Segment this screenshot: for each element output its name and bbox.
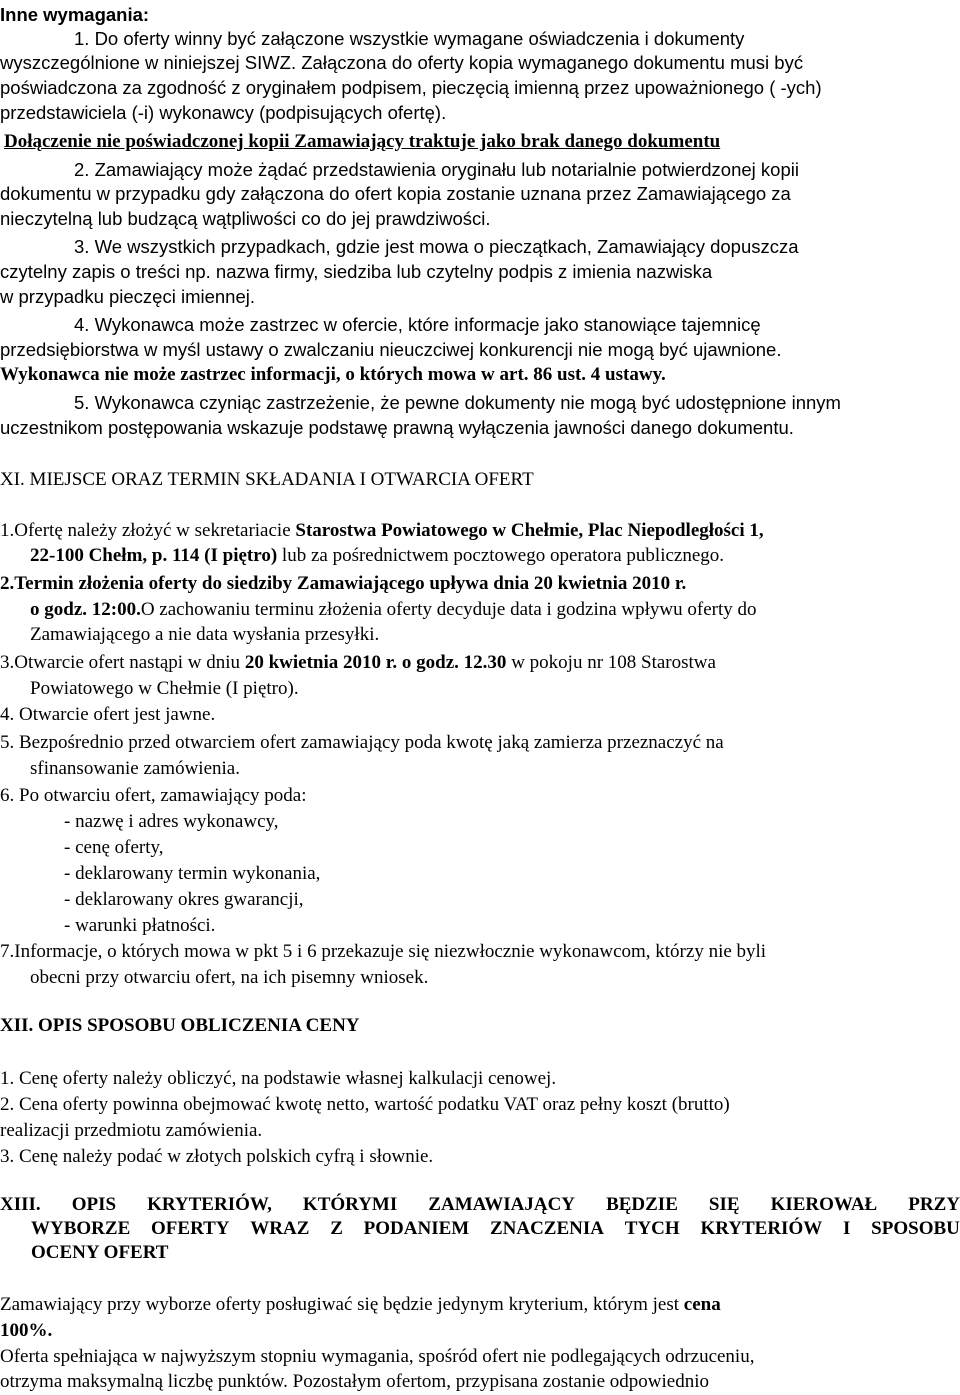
paragraph-line: czytelny zapis o treści np. nazwa firmy, siedziba lub czytelny podpis z imienia nazwiska xyxy=(0,261,713,282)
xi-item-4: 4. Otwarcie ofert jest jawne. xyxy=(0,704,216,725)
paragraph-line: poświadczona za zgodność z oryginałem podpisem, pieczęcią imienną przez upoważnionego ( -ych) xyxy=(0,77,822,98)
xi-item-7-line-1: 7.Informacje, o których mowa w pkt 5 i 6 przekazuje się niezwłocznie wykonawcom, którzy nie byli xyxy=(0,941,767,962)
paragraph-line: w przypadku pieczęci imiennej. xyxy=(0,286,256,307)
section-heading-xii: XII. OPIS SPOSOBU OBLICZENIA CENY xyxy=(0,1015,360,1036)
xi-item-2-line-1: 2.Termin złożenia oferty do siedziby Zamawiającego upływa dnia 20 kwietnia 2010 r. xyxy=(0,573,687,594)
paragraph-line: przedsiębiorstwa w myśl ustawy o zwalczaniu nieuczciwej konkurencji nie mogą być ujawnione. xyxy=(0,339,782,360)
list-item: - nazwę i adres wykonawcy, xyxy=(64,811,279,832)
xii-item-2-line-1: 2. Cena oferty powinna obejmować kwotę netto, wartość podatku VAT oraz pełny koszt (brutto) xyxy=(0,1094,730,1115)
paragraph-line: dokumentu w przypadku gdy załączona do ofert kopia zostanie uznana przez Zamawiającego za xyxy=(0,183,791,204)
list-item: - warunki płatności. xyxy=(64,915,216,936)
xi-item-1-line-2: 22-100 Chełm, p. 114 (I piętro) lub za pośrednictwem pocztowego operatora publicznego. xyxy=(30,545,725,566)
xii-item-1: 1. Cenę oferty należy obliczyć, na podstawie własnej kalkulacji cenowej. xyxy=(0,1068,557,1089)
paragraph-line: przedstawiciela (-i) wykonawcy (podpisujących ofertę). xyxy=(0,102,447,123)
xiii-paragraph-2-line-2: otrzyma maksymalną liczbę punktów. Pozostałym ofertom, przypisana zostanie odpowiednio xyxy=(0,1371,709,1392)
paragraph-line: 5. Wykonawca czyniąc zastrzeżenie, że pewne dokumenty nie mogą być udostępnione innym xyxy=(74,392,841,413)
xi-item-7-line-2: obecni przy otwarciu ofert, na ich pisemny wniosek. xyxy=(30,967,429,988)
xii-item-3: 3. Cenę należy podać w złotych polskich cyfrą i słownie. xyxy=(0,1146,434,1167)
xi-item-5-line-2: sfinansowanie zamówienia. xyxy=(30,758,240,779)
paragraph-line: 1. Do oferty winny być załączone wszystkie wymagane oświadczenia i dokumenty xyxy=(74,28,745,49)
paragraph-line: nieczytelną lub budzącą wątpliwości co do jej prawdziwości. xyxy=(0,208,491,229)
underlined-note: Dołączenie nie poświadczonej kopii Zamawiający traktuje jako brak danego dokumentu xyxy=(4,131,721,152)
list-item: - deklarowany okres gwarancji, xyxy=(64,889,304,910)
paragraph-line: 3. We wszystkich przypadkach, gdzie jest mowa o pieczątkach, Zamawiający dopuszcza xyxy=(74,236,799,257)
xi-item-3-line-2: Powiatowego w Chełmie (I piętro). xyxy=(30,678,299,699)
section-heading-xi: XI. MIEJSCE ORAZ TERMIN SKŁADANIA I OTWARCIA OFERT xyxy=(0,469,534,490)
xi-item-2-line-2: o godz. 12:00.O zachowaniu terminu złożenia oferty decyduje data i godzina wpływu oferty do xyxy=(30,599,757,620)
section-heading-inne: Inne wymagania: xyxy=(0,4,150,25)
bold-statement: Wykonawca nie może zastrzec informacji, o których mowa w art. 86 ust. 4 ustawy. xyxy=(0,364,666,385)
xiii-paragraph-1-line-2: 100%. xyxy=(0,1320,53,1341)
xi-item-1-line-1: 1.Ofertę należy złożyć w sekretariacie Starostwa Powiatowego w Chełmie, Plac Niepodległości 1, xyxy=(0,520,764,541)
paragraph-line: 2. Zamawiający może żądać przedstawienia oryginału lub notarialnie potwierdzonej kopii xyxy=(74,159,799,180)
list-item: - deklarowany termin wykonania, xyxy=(64,863,321,884)
xi-item-5-line-1: 5. Bezpośrednio przed otwarciem ofert zamawiający poda kwotę jaką zamierza przeznaczyć na xyxy=(0,732,724,753)
section-heading-xiii-line-2: WYBORZE OFERTY WRAZ Z PODANIEM ZNACZENIA TYCH KRYTERIÓW I SPOSOBU xyxy=(31,1218,960,1239)
xi-item-2-line-3: Zamawiającego a nie data wysłania przesyłki. xyxy=(30,624,380,645)
xiii-paragraph-1-line-1: Zamawiający przy wyborze oferty posługiwać się będzie jedynym kryterium, którym jest cena xyxy=(0,1294,721,1315)
paragraph-line: uczestnikom postępowania wskazuje podstawę prawną wyłączenia jawności danego dokumentu. xyxy=(0,417,794,438)
section-heading-xiii-line-1: XIII. OPIS KRYTERIÓW, KTÓRYMI ZAMAWIAJĄCY BĘDZIE SIĘ KIEROWAŁ PRZY xyxy=(0,1194,960,1215)
xi-item-6: 6. Po otwarciu ofert, zamawiający poda: xyxy=(0,785,307,806)
paragraph-line: 4. Wykonawca może zastrzec w ofercie, które informacje jako stanowiące tajemnicę xyxy=(74,314,761,335)
xii-item-2-line-2: realizacji przedmiotu zamówienia. xyxy=(0,1120,263,1141)
paragraph-line: wyszczególnione w niniejszej SIWZ. Załączona do oferty kopia wymaganego dokumentu musi być xyxy=(0,52,804,73)
xi-item-3-line-1: 3.Otwarcie ofert nastąpi w dniu 20 kwietnia 2010 r. o godz. 12.30 w pokoju nr 108 Starostwa xyxy=(0,652,716,673)
section-heading-xiii-line-3: OCENY OFERT xyxy=(31,1242,169,1263)
list-item: - cenę oferty, xyxy=(64,837,164,858)
xiii-paragraph-2-line-1: Oferta spełniająca w najwyższym stopniu wymagania, spośród ofert nie podlegających odrzuceniu, xyxy=(0,1346,755,1367)
